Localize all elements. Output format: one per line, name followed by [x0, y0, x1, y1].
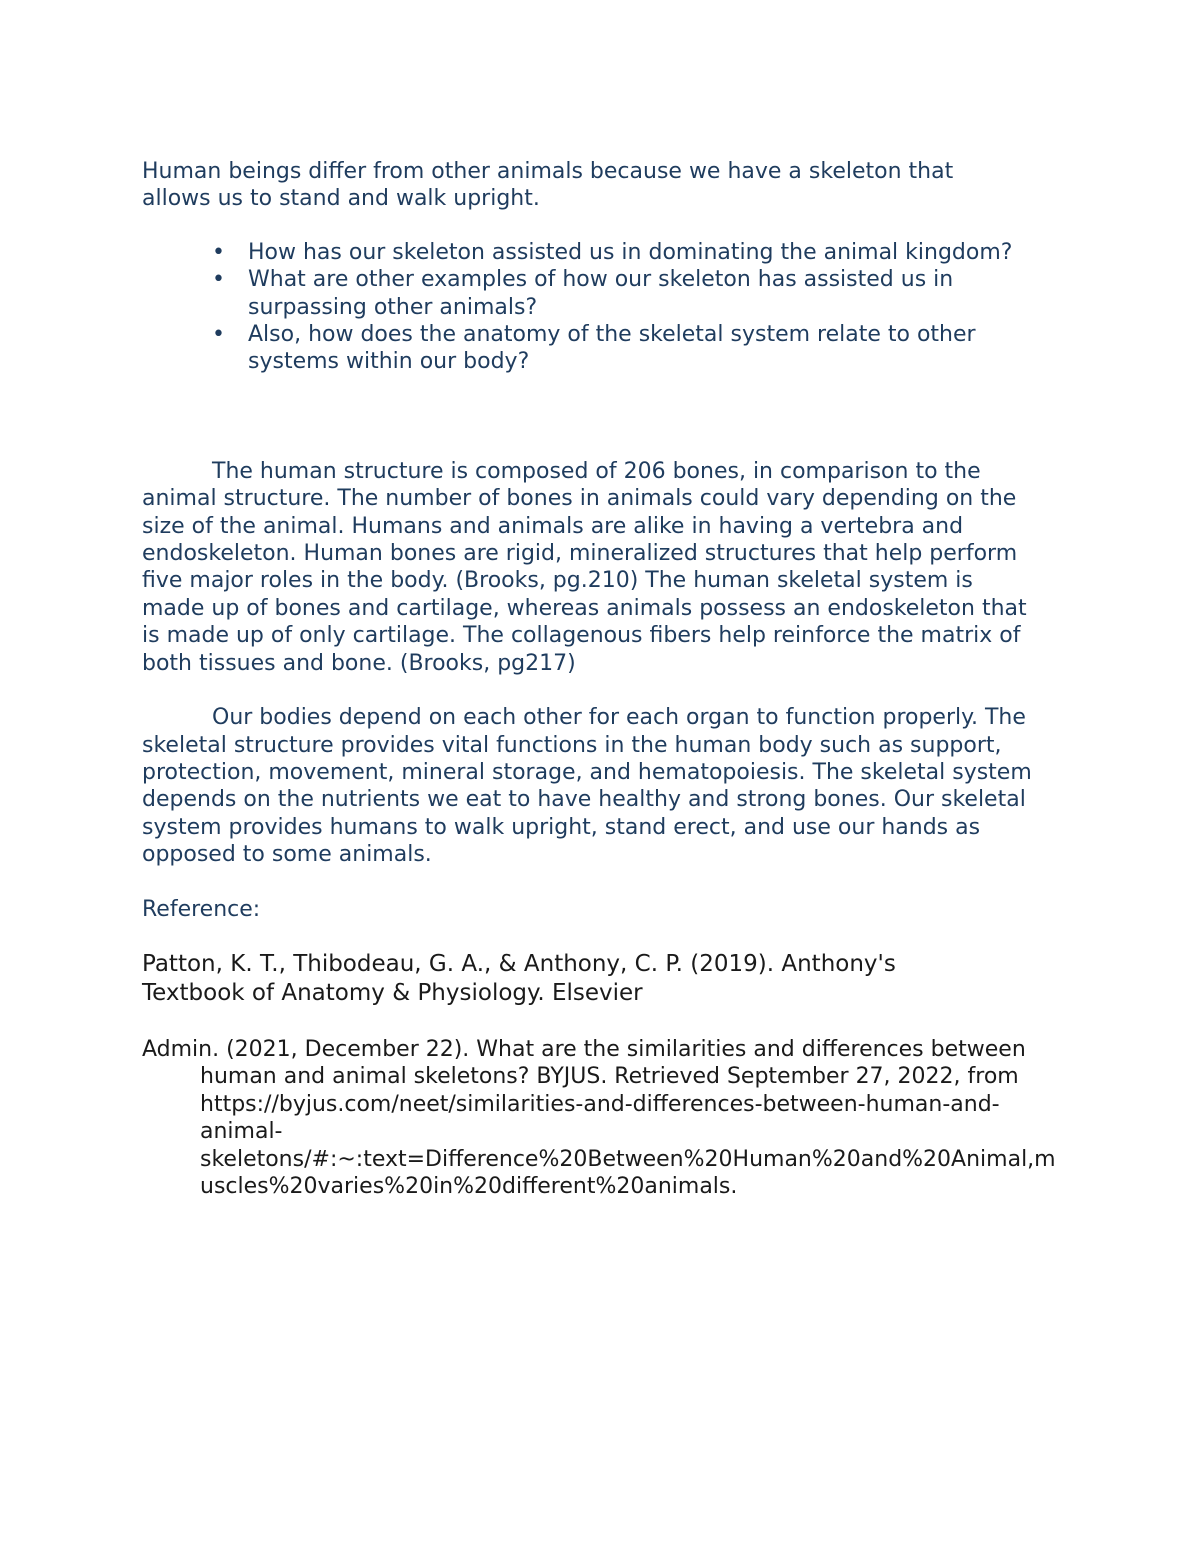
reference-heading: Reference: [142, 896, 261, 922]
question-text: What are other examples of how our skeleton has assisted us in surpassing other animals? [248, 267, 954, 320]
citation-1: Patton, K. T., Thibodeau, G. A., & Anthony, C. P. (2019). Anthony's Textbook of Anatomy & Physiology. Elsevier [142, 950, 896, 1007]
list-item [212, 239, 1038, 266]
bullet-icon: • [212, 322, 225, 348]
body-paragraph-1: The human structure is composed of 206 bones, in comparison to the animal structure. The number of bones in animals could vary depending on the size of the animal. Humans and animals are alike in having a vertebra and endoskeleton. Human bones are rigid, mineralized structures that help perform five major roles in the body. (Brooks, pg.210) The human skeletal system is made up of bones and cartilage, whereas animals possess an endoskeleton that is made up of only cartilage. The collagenous fibers help reinforce the matrix of both tissues and bone. (Brooks, pg217) [142, 458, 1027, 676]
question-list [142, 239, 1038, 376]
question-text: How has our skeleton assisted us in dominating the animal kingdom? [248, 239, 1013, 265]
document-content [142, 158, 1072, 1200]
list-item [212, 266, 1038, 321]
bullet-icon: • [212, 267, 225, 293]
citation-2: Admin. (2021, December 22). What are the similarities and differences between human and animal skeletons? BYJUS. Retrieved September 27, 2022, from https://byjus.com/neet/similarities-and-differences-between-human-and-animal-skeletons/#:~:text=Difference%20Between%20Human%20and%20Animal,muscles%20varies%20in%20different%20animals. [142, 1036, 1056, 1199]
body-paragraph-2: Our bodies depend on each other for each organ to function properly. The skeletal structure provides vital functions in the human body such as support, protection, movement, mineral storage, and hematopoiesis. The skeletal system depends on the nutrients we eat to have healthy and strong bones. Our skeletal system provides humans to walk upright, stand erect, and use our hands as opposed to some animals. [142, 705, 1032, 868]
bullet-icon: • [212, 239, 225, 265]
question-text: Also, how does the anatomy of the skeletal system relate to other systems within our body? [248, 322, 976, 375]
intro-paragraph: Human beings differ from other animals because we have a skeleton that allows us to stand and walk upright. [142, 159, 954, 212]
list-item [212, 321, 1038, 376]
